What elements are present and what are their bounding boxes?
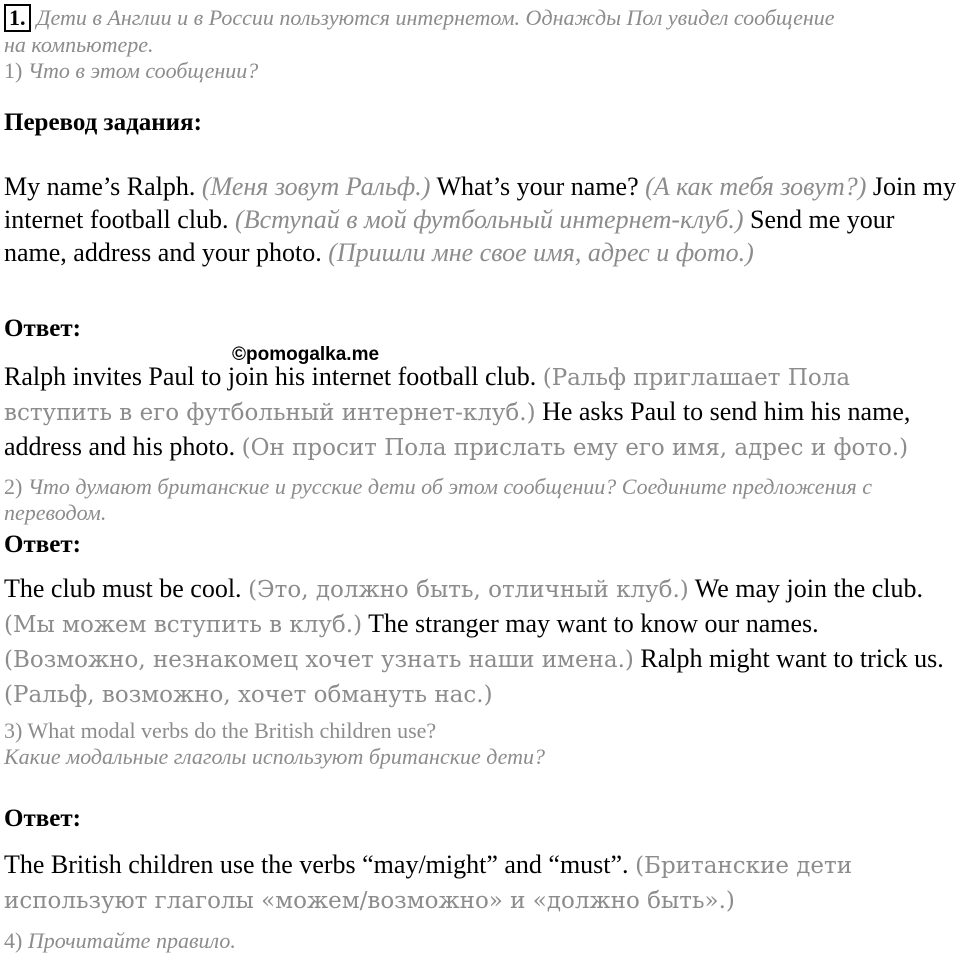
question-1-text: Что в этом сообщении? xyxy=(27,58,259,83)
translation-heading: Перевод задания: xyxy=(4,109,202,136)
question-4 xyxy=(4,928,956,954)
translation-paragraph xyxy=(4,170,956,269)
answer-2-paragraph xyxy=(4,572,956,712)
answer-3-s1-ru: (Британские дети используют глаголы «можем/возможно» и «должно быть».) xyxy=(4,853,853,914)
question-2 xyxy=(4,474,956,526)
task-number: 1. xyxy=(4,4,31,32)
translation-s3-en: Join my internet football club. xyxy=(4,172,956,234)
answer-2-s1-en: The club must be cool. xyxy=(4,574,242,603)
answer-2-s2-ru: (Мы можем вступить в клуб.) xyxy=(4,612,363,638)
translation-s1-ru: (Меня зовут Ральф.) xyxy=(201,172,431,201)
question-3 xyxy=(4,718,956,770)
answer-3-heading: Ответ: xyxy=(4,805,81,832)
translation-s1-en: My name’s Ralph. xyxy=(4,172,196,201)
answer-1-s2-en: He asks Paul to send him his name, address and his photo. xyxy=(4,397,911,461)
watermark: ©pomogalka.me xyxy=(232,344,380,365)
question-3-en: 3) What modal verbs do the British children use? xyxy=(4,718,437,743)
question-3-ru: Какие модальные глаголы используют британские дети? xyxy=(4,744,546,769)
translation-s2-ru: (А как тебя зовут?) xyxy=(645,172,867,201)
task-1-intro xyxy=(4,4,956,84)
answer-1-paragraph xyxy=(4,360,956,465)
answer-2-s3-ru: (Возможно, незнакомец хочет узнать наши имена.) xyxy=(4,647,634,673)
question-2-number: 2) xyxy=(4,474,23,499)
answer-1-heading: Ответ: xyxy=(4,315,81,342)
task-intro-line2: на компьютере. xyxy=(4,32,154,57)
question-2-text: Что думают британские и русские дети об этом сообщении? Соедините предложения с переводом. xyxy=(4,474,872,525)
answer-2-s2-en: We may join the club. xyxy=(694,574,924,603)
question-4-text: Прочитайте правило. xyxy=(27,928,236,953)
answer-2-s3-en: The stranger may want to know our names. xyxy=(368,609,819,638)
answer-2-s1-ru: (Это, должно быть, отличный клуб.) xyxy=(248,577,689,603)
answer-2-s4-ru: (Ральф, возможно, хочет обмануть нас.) xyxy=(4,682,493,708)
task-intro-line1: Дети в Англии и в России пользуются интернетом. Однажды Пол увидел сообщение xyxy=(36,5,835,30)
answer-3-s1-en: The British children use the verbs “may/might” and “must”. xyxy=(4,850,629,879)
answer-1-s2-ru: (Он просит Пола прислать ему его имя, адрес и фото.) xyxy=(241,435,909,461)
answer-1-s1-en: Ralph invites Paul to join his internet football club. xyxy=(4,362,537,391)
translation-s2-en: What’s your name? xyxy=(436,172,639,201)
answer-2-s4-en: Ralph might want to trick us. xyxy=(640,644,944,673)
translation-s4-ru: (Пришли мне свое имя, адрес и фото.) xyxy=(328,238,754,267)
question-4-number: 4) xyxy=(4,928,23,953)
translation-s4-en: Send me your name, address and your photo. xyxy=(4,205,895,267)
translation-s3-ru: (Вступай в мой футбольный интернет-клуб.) xyxy=(235,205,744,234)
answer-1-s1-ru: (Ральф приглашает Пола вступить в его футбольный интернет-клуб.) xyxy=(4,365,851,426)
answer-2-heading: Ответ: xyxy=(4,531,81,558)
answer-3-paragraph xyxy=(4,848,956,918)
question-1-number: 1) xyxy=(4,58,23,83)
